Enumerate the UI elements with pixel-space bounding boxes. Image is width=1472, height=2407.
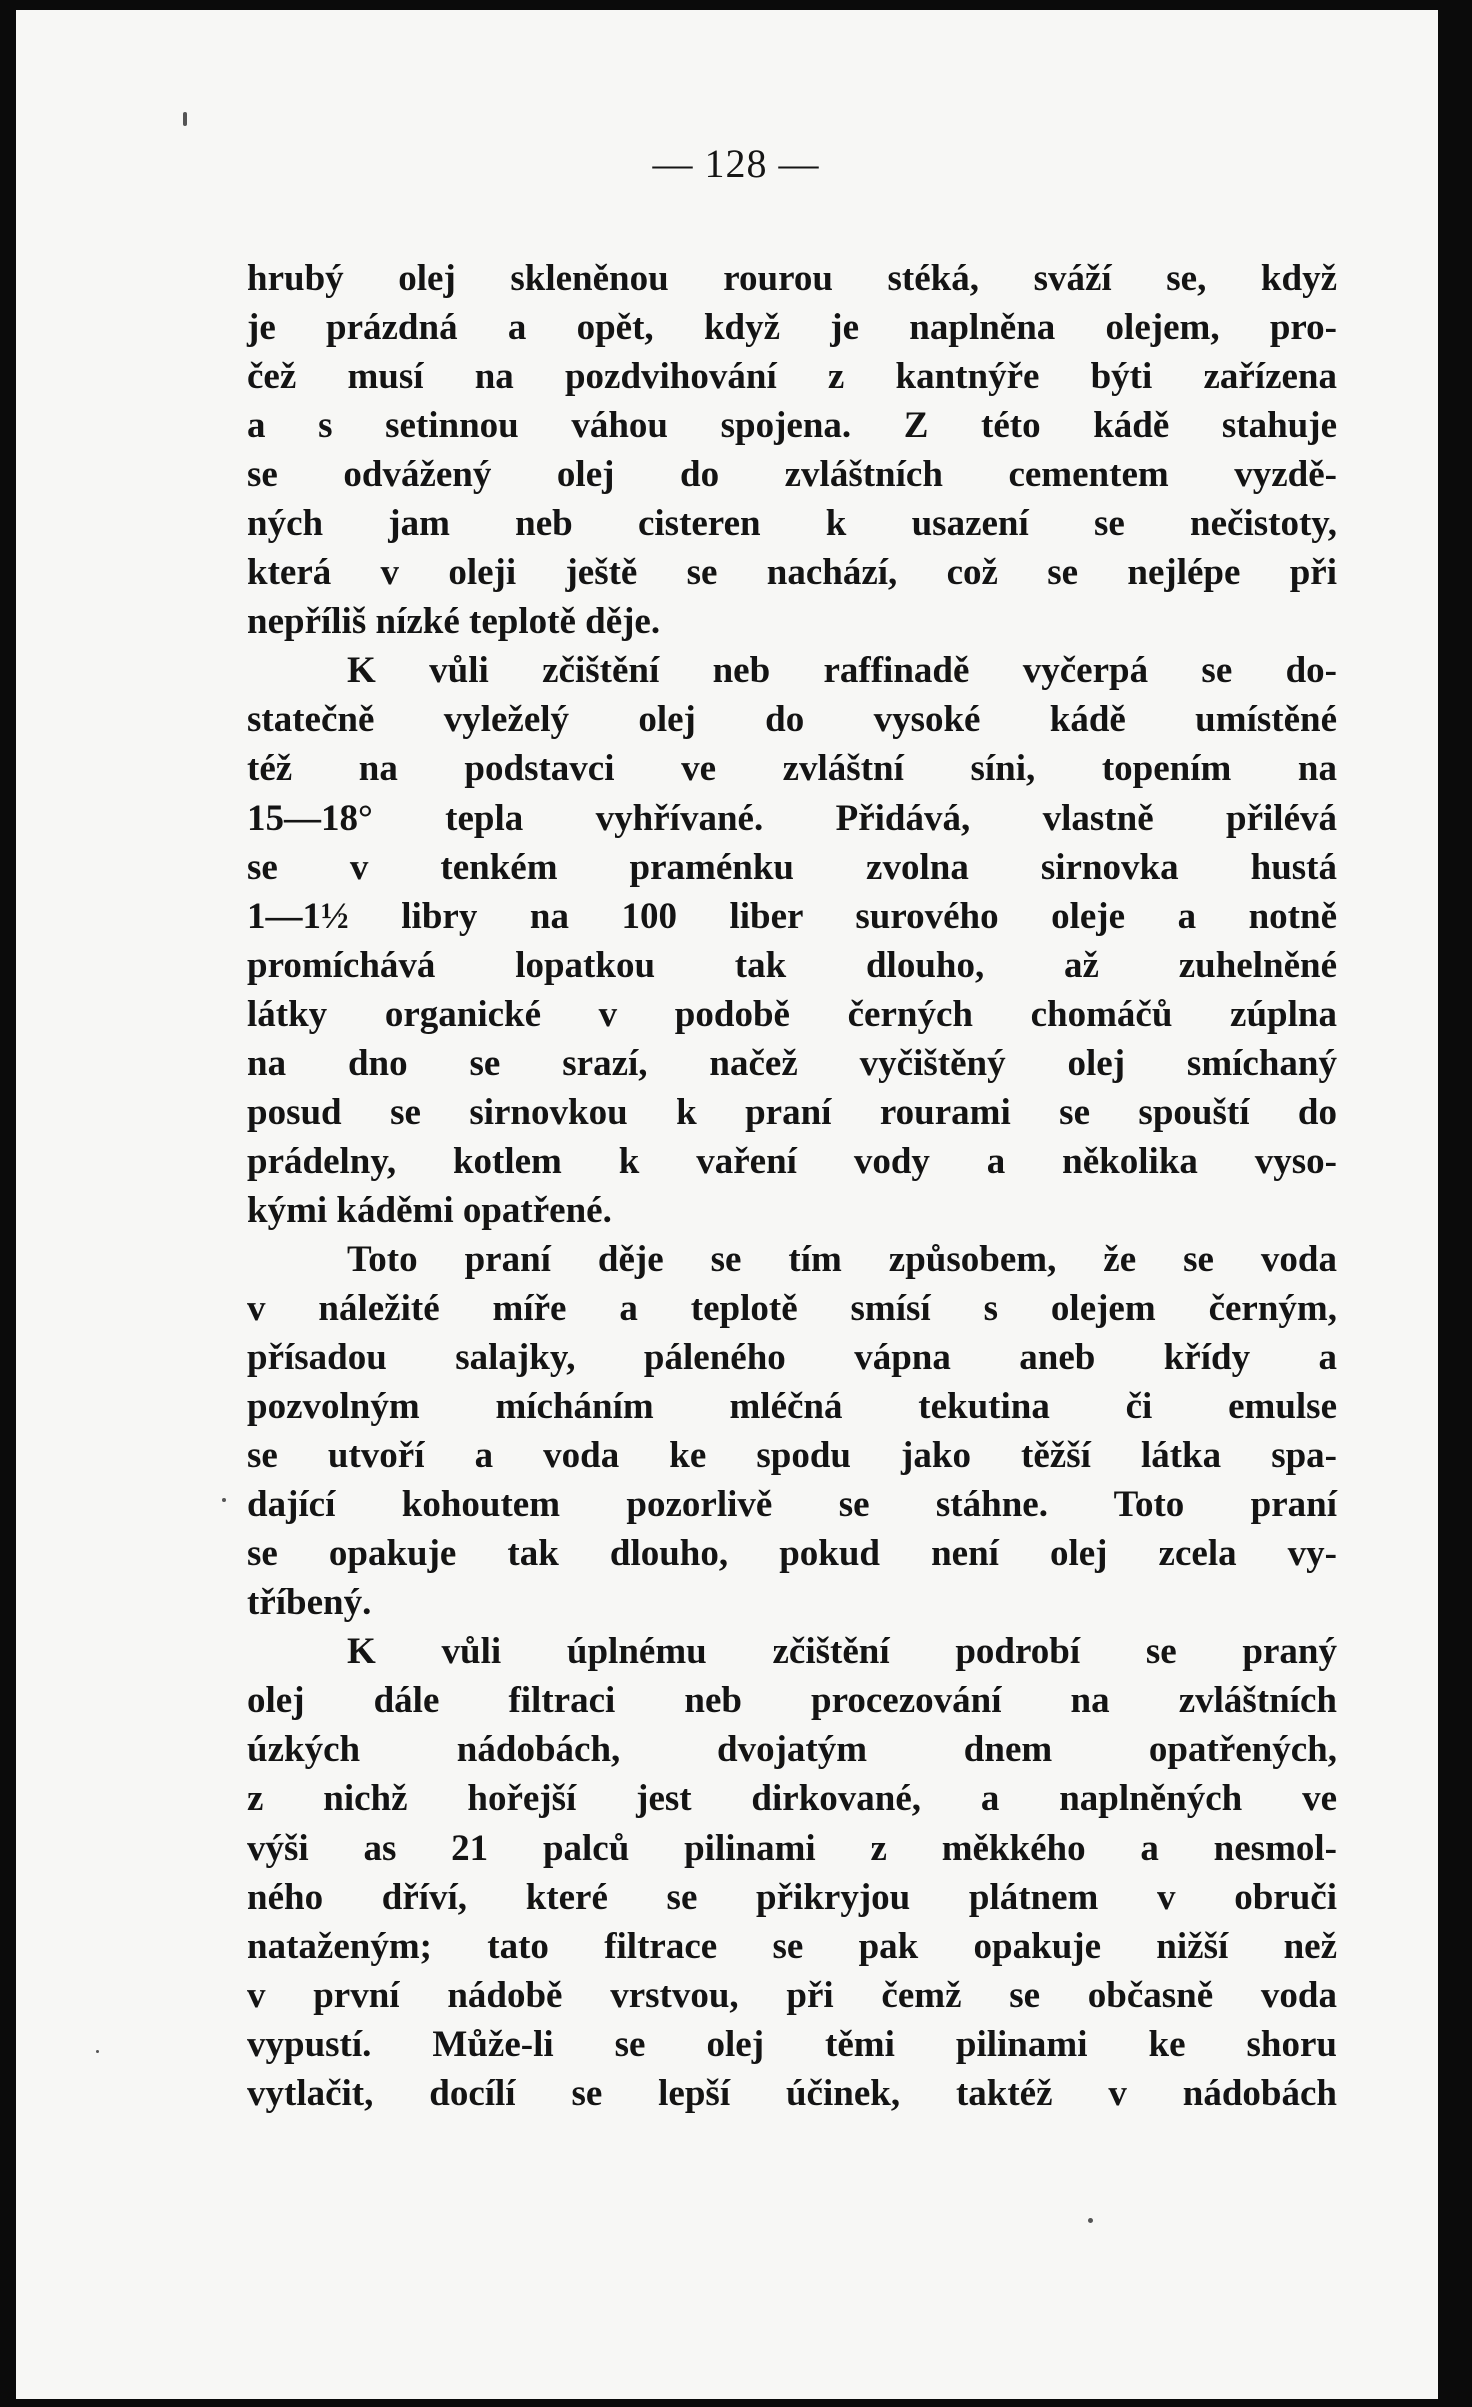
paragraph-first-line: Toto praní děje se tím způsobem, že se voda: [347, 1238, 1337, 1280]
body-text: [247, 254, 1337, 2118]
text-line: promíchává lopatkou tak dlouho, až zuhelněné: [247, 944, 1337, 986]
paragraph-end-line: tříbený.: [247, 1582, 372, 1624]
text-line: pozvolným mícháním mléčná tekutina či emulse: [247, 1386, 1337, 1428]
dust-speck: [222, 1498, 226, 1502]
page-number: — 128 —: [652, 141, 820, 186]
text-line: která v oleji ještě se nachází, což se nejlépe při: [247, 552, 1337, 594]
text-line: výši as 21 palců pilinami z měkkého a nesmol-: [247, 1827, 1337, 1869]
text-line: se v tenkém praménku zvolna sirnovka hustá: [247, 846, 1337, 888]
paragraph-end-line: kými káděmi opatřené.: [247, 1189, 612, 1231]
text-line: olej dále filtraci neb procezování na zvláštních: [247, 1680, 1337, 1722]
dust-speck: [96, 2050, 99, 2053]
text-line: v náležité míře a teplotě smísí s olejem černým,: [247, 1287, 1337, 1329]
text-line: ných jam neb cisteren k usazení se nečistoty,: [247, 503, 1337, 545]
text-line: nataženým; tato filtrace se pak opakuje nižší než: [247, 1925, 1337, 1967]
paragraph-end-line: nepříliš nízké teplotě děje.: [247, 601, 661, 643]
text-line: prádelny, kotlem k vaření vody a několika vyso-: [247, 1140, 1337, 1182]
text-line: vypustí. Může-li se olej těmi pilinami ke shoru: [247, 2023, 1337, 2065]
book-spine-shadow: [1438, 0, 1472, 2407]
paragraph-first-line: K vůli úplnému zčištění podrobí se praný: [347, 1631, 1337, 1673]
text-line: se odvážený olej do zvláštních cementem vyzdě-: [247, 454, 1337, 496]
text-line: přísadou salajky, páleného vápna aneb křídy a: [247, 1337, 1337, 1379]
text-line: čež musí na pozdvihování z kantnýře býti zařízena: [247, 356, 1337, 398]
text-line: se opakuje tak dlouho, pokud není olej zcela vy-: [247, 1533, 1337, 1575]
text-line: dající kohoutem pozorlivě se stáhne. Toto praní: [247, 1484, 1337, 1526]
text-line: statečně vyleželý olej do vysoké kádě umístěné: [247, 699, 1337, 741]
text-line: hrubý olej skleněnou rourou stéká, sváží se, když: [247, 258, 1337, 299]
text-line: látky organické v podobě černých chomáčů zúplna: [247, 993, 1337, 1035]
text-line: 15—18° tepla vyhřívané. Přidává, vlastně přilévá: [247, 797, 1337, 839]
paragraph-first-line: K vůli zčištění neb raffinadě vyčerpá se do-: [347, 650, 1337, 692]
text-line: 1—1½ libry na 100 liber surového oleje a notně: [247, 895, 1337, 937]
dust-speck: [183, 112, 187, 126]
text-line: v první nádobě vrstvou, při čemž se občasně voda: [247, 1974, 1337, 2016]
text-line: též na podstavci ve zvláštní síni, topením na: [247, 748, 1337, 790]
text-line: ného dříví, které se přikryjou plátnem v obruči: [247, 1876, 1337, 1918]
text-line: na dno se srazí, načež vyčištěný olej smíchaný: [247, 1042, 1337, 1084]
text-line: vytlačit, docílí se lepší účinek, taktéž v nádobách: [247, 2072, 1337, 2114]
text-line: z nichž hořejší jest dirkované, a naplněných ve: [247, 1778, 1337, 1820]
text-line: posud se sirnovkou k praní rourami se spouští do: [247, 1091, 1337, 1133]
text-line: a s setinnou váhou spojena. Z této kádě stahuje: [247, 405, 1337, 447]
text-line: se utvoří a voda ke spodu jako těžší látka spa-: [247, 1435, 1337, 1477]
text-line: úzkých nádobách, dvojatým dnem opatřených,: [247, 1729, 1337, 1771]
text-line: je prázdná a opět, když je naplněna olejem, pro-: [247, 307, 1337, 349]
dust-speck: [1088, 2218, 1093, 2223]
